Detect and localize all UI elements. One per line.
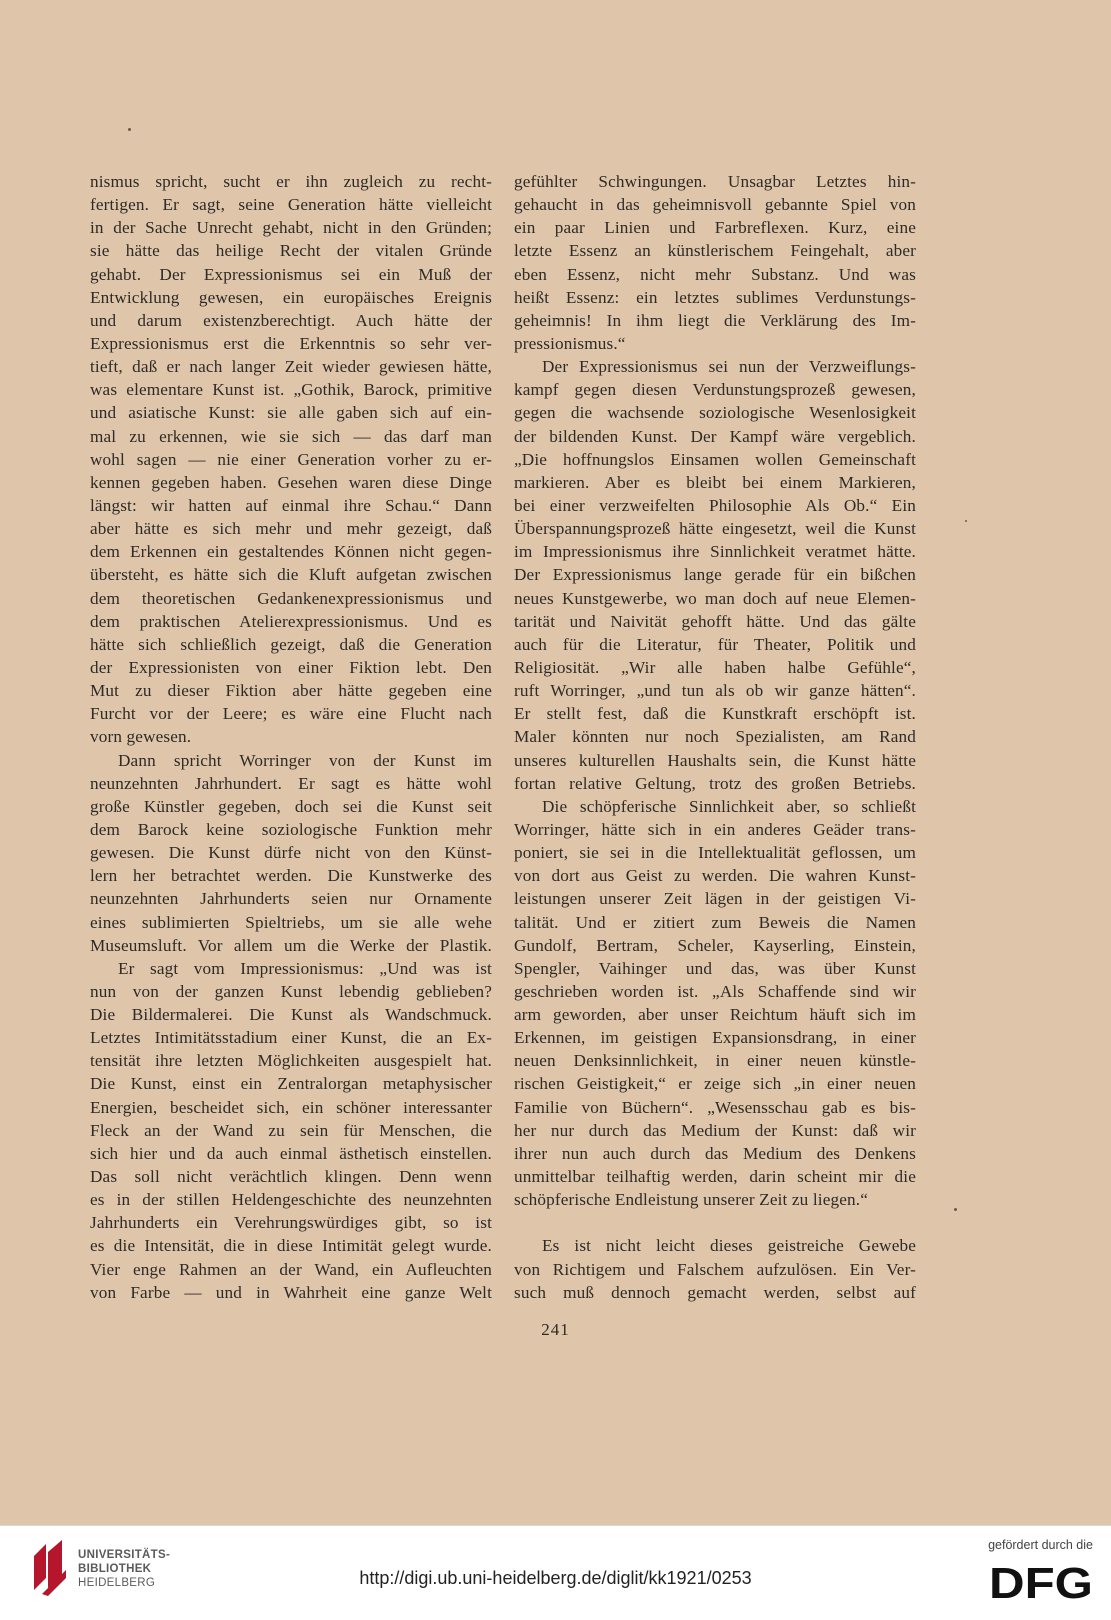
- right-column-text-line: unseres kulturellen Haushalts sein, die Kunst hätte: [514, 750, 916, 770]
- left-column-text-line: Expressionismus erst die Erkenntnis so sehr ver-: [90, 333, 492, 353]
- right-column-text-line: von Richtigem und Falschem aufzulösen. Ein Ver-: [514, 1259, 916, 1279]
- left-column-text-line: wohl sagen — nie einer Generation vorher zu er-: [90, 449, 492, 469]
- scan-speck: [954, 1208, 957, 1211]
- left-column-text-line: lern her betrachtet werden. Die Kunstwerke des: [90, 866, 492, 886]
- left-column-text-line: Jahrhunderts ein Verehrungswürdiges gibt, so ist: [90, 1213, 492, 1233]
- library-name-line: BIBLIOTHEK: [78, 1563, 152, 1575]
- right-column-text-line: ruft Worringer, „und tun als ob wir ganze hätten“.: [514, 681, 916, 701]
- left-column-text-line: nismus spricht, sucht er ihn zugleich zu recht-: [90, 172, 492, 191]
- left-column-text-line: es die Intensität, die in diese Intimität gelegt wurde.: [90, 1236, 492, 1256]
- left-column-text-line: mal zu erkennen, wie sie sich — das darf man: [90, 426, 492, 446]
- right-column-text-line: Gundolf, Bertram, Scheler, Kayserling, Einstein,: [514, 935, 916, 955]
- right-column-text-line: letzte Essenz an künstlerischem Feingehalt, aber: [514, 241, 916, 261]
- left-column-text-line: Furcht vor der Leere; es wäre eine Flucht nach: [90, 704, 492, 724]
- right-column-text-line: geheimnis! In ihm liegt die Verklärung des Im-: [514, 310, 916, 330]
- left-column-text-line: hätte sich schließlich gezeigt, daß die Generation: [90, 634, 492, 654]
- right-column-text-line: Der Expressionismus lange gerade für ein bißchen: [514, 565, 916, 585]
- left-column-text-line: Letztes Intimitätsstadium einer Kunst, die an Ex-: [90, 1028, 492, 1048]
- right-column-text-line: Spengler, Vaihinger und das, was über Kunst: [514, 958, 916, 978]
- right-column-text-line: gehaucht in das geheimnisvoll gebannte Spiel von: [514, 195, 916, 215]
- right-column-text-line: Religiosität. „Wir alle haben halbe Gefühle“,: [514, 657, 916, 677]
- right-column-text-line: leistungen unserer Zeit lägen in der geistigen Vi-: [514, 889, 916, 909]
- right-column-text-line: Er stellt fest, daß die Kunstkraft erschöpft ist.: [514, 704, 916, 724]
- left-column-text-line: Mut zu dieser Fiktion aber hätte gegeben eine: [90, 681, 492, 701]
- right-column-text-line: poniert, sie sei in die Intellektualität geflossen, um: [514, 843, 916, 863]
- right-column-text-line: arm geworden, aber unser Reichtum häuft sich im: [514, 1005, 916, 1025]
- right-column-text-line: markieren. Aber es bleibt bei einem Markieren,: [514, 472, 916, 492]
- right-column-text-line: rischen Geistigkeit,“ er zeige sich „in einer neuen: [514, 1074, 916, 1094]
- left-column-text-line: tensität ihre letzten Möglichkeiten ausgespielt hat.: [90, 1051, 492, 1071]
- right-column-text-line: ein paar Linien und Farbreflexen. Kurz, eine: [514, 218, 916, 238]
- left-column-text-line: Museumsluft. Vor allem um die Werke der Plastik.: [90, 935, 492, 955]
- right-column-text-line: Der Expressionismus sei nun der Verzweiflungs-: [542, 357, 916, 377]
- right-column-text-line: im Impressionismus ihre Sinnlichkeit veratmet hätte.: [514, 542, 916, 562]
- right-column-text-line: kampf gegen diesen Verdunstungsprozeß gewesen,: [514, 380, 916, 400]
- right-column-text-line: such muß dennoch gemacht werden, selbst auf: [514, 1282, 916, 1302]
- right-column-text-line: ihrer nun auch durch das Medium des Denkens: [514, 1143, 916, 1163]
- right-column-text-line: Maler könnten nur noch Spezialisten, am Rand: [514, 727, 916, 747]
- dfg-logo-text: DFG: [989, 1560, 1093, 1604]
- right-column-text-line: eben Essenz, nicht mehr Substanz. Und was: [514, 264, 916, 284]
- right-column-text-line: Überspannungsprozeß hätte eingesetzt, weil die Kunst: [514, 519, 916, 539]
- right-column-text-line: pressionismus.“: [514, 333, 626, 353]
- left-column-text-line: sie hätte das heilige Recht der vitalen Gründe: [90, 241, 492, 261]
- left-column-text-line: Vier enge Rahmen an der Wand, ein Aufleuchten: [90, 1259, 492, 1279]
- left-column-text-line: was elementare Kunst ist. „Gothik, Barock, primitive: [90, 380, 492, 400]
- left-column-text-line: Das soll nicht verächtlich klingen. Denn wenn: [90, 1167, 492, 1187]
- funded-by-label: gefördert durch die: [988, 1538, 1093, 1552]
- left-column-text-line: und darum existenzberechtigt. Auch hätte der: [90, 310, 492, 330]
- left-column-text-line: Die Bildermalerei. Die Kunst als Wandschmuck.: [90, 1005, 492, 1025]
- right-column-text-line: geschrieben worden ist. „Als Schaffende sind wir: [514, 981, 916, 1001]
- right-column-text-line: auch für die Literatur, für Theater, Politik und: [514, 634, 916, 654]
- right-column-text-line: unmittelbar teilhaftig werden, darin scheint mir die: [514, 1167, 916, 1187]
- left-column-text-line: fertigen. Er sagt, seine Generation hätte vielleicht: [90, 195, 492, 215]
- left-column-text-line: und asiatische Kunst: sie alle gaben sich auf ein-: [90, 403, 492, 423]
- left-column-text-line: in der Sache Unrecht gehabt, nicht in den Gründen;: [90, 218, 492, 238]
- library-name-line: UNIVERSITÄTS-: [78, 1549, 171, 1561]
- page-number: 241: [541, 1320, 570, 1339]
- permalink-url[interactable]: http://digi.ub.uni-heidelberg.de/diglit/kk1921/0253: [359, 1568, 752, 1588]
- left-column-text-line: tieft, daß er nach langer Zeit wieder gewiesen hätte,: [90, 357, 492, 377]
- left-column-text-line: vorn gewesen.: [90, 727, 192, 747]
- left-column-text-line: sich hier und da auch einmal ästhetisch einstellen.: [90, 1143, 492, 1163]
- left-column-text-line: es in der stillen Heldengeschichte des neunzehnten: [90, 1190, 492, 1210]
- left-column-text-line: kennen gegeben haben. Gesehen waren diese Dinge: [90, 472, 492, 492]
- left-column-text-line: übersteht, es hätte sich die Kluft aufgetan zwischen: [90, 565, 492, 585]
- left-column-text-line: aber hätte es sich mehr und mehr gezeigt, daß: [90, 519, 492, 539]
- left-column-text-line: dem Erkennen ein gestaltendes Können nicht gegen-: [90, 542, 492, 562]
- left-column-text-line: Entwicklung gewesen, ein europäisches Ereignis: [90, 287, 492, 307]
- left-column-text-line: der Expressionisten von einer Fiktion lebt. Den: [90, 657, 492, 677]
- left-column-text-line: nun von der ganzen Kunst lebendig geblieben?: [90, 981, 492, 1001]
- left-column-text-line: Dann spricht Worringer von der Kunst im: [118, 750, 492, 770]
- right-column-text-line: von dort aus Geist zu werden. Die wahren Kunst-: [514, 866, 916, 886]
- right-column-text-line: neuen Denksinnlichkeit, in einer neuen künstle-: [514, 1051, 916, 1071]
- left-column-text-line: gewesen. Die Kunst dürfe nicht von den Künst-: [90, 843, 492, 863]
- right-column-text-line: Worringer, hätte sich in ein anderes Geäder trans-: [514, 819, 916, 839]
- right-column-text-line: Es ist nicht leicht dieses geistreiche Gewebe: [542, 1236, 916, 1256]
- right-column-text-line: talität. Und er zitiert zum Beweis die Namen: [514, 912, 916, 932]
- left-text-column: [90, 170, 492, 1304]
- left-column-text-line: dem praktischen Atelierexpressionismus. Und es: [90, 611, 492, 631]
- left-column-text-line: längst: wir hatten auf einmal ihre Schau.“ Dann: [90, 495, 492, 515]
- right-column-text-line: neues Kunstgewerbe, wo man doch auf neue Elemen-: [514, 588, 916, 608]
- scan-speck: [965, 520, 967, 522]
- left-column-text-line: gehabt. Der Expressionismus sei ein Muß der: [90, 264, 492, 284]
- left-column-text-line: Er sagt vom Impressionismus: „Und was ist: [118, 958, 492, 978]
- left-column-text-line: Die Kunst, einst ein Zentralorgan metaphysischer: [90, 1074, 492, 1094]
- left-column-text-line: Energien, bescheidet sich, ein schöner interessanter: [90, 1097, 492, 1117]
- left-column-text-line: neunzehnten Jahrhundert. Er sagt es hätte wohl: [90, 773, 492, 793]
- right-column-text-line: heißt Essenz: ein letztes sublimes Verdunstungs-: [514, 287, 916, 307]
- right-column-text-line: Familie von Büchern“. „Wesensschau gab es bis-: [514, 1097, 916, 1117]
- left-column-text-line: Fleck an der Wand zu sein für Menschen, die: [90, 1120, 492, 1140]
- right-column-text-line: der bildenden Kunst. Der Kampf wäre vergeblich.: [514, 426, 916, 446]
- right-column-text-line: „Die hoffnungslos Einsamen wollen Gemeinschaft: [514, 449, 916, 469]
- right-column-text-line: schöpferische Endleistung unserer Zeit zu liegen.“: [514, 1190, 868, 1210]
- right-column-text-line: bei einer verzweifelten Philosophie Als Ob.“ Ein: [514, 495, 916, 515]
- right-text-column: [514, 170, 916, 1304]
- left-column-text-line: von Farbe — und in Wahrheit eine ganze Welt: [90, 1282, 492, 1302]
- left-column-text-line: große Künstler gegeben, doch sei die Kunst seit: [90, 796, 492, 816]
- viewer-footer: [0, 1525, 1111, 1620]
- left-column-text-line: dem theoretischen Gedankenexpressionismus und: [90, 588, 492, 608]
- left-column-text-line: neunzehnten Jahrhunderts seien nur Ornamente: [90, 889, 492, 909]
- left-column-text-line: dem Barock keine soziologische Funktion mehr: [90, 819, 492, 839]
- right-column-text-line: fortan relative Geltung, trotz des großen Betriebs.: [514, 773, 916, 793]
- right-column-text-line: Die schöpferische Sinnlichkeit aber, so schließt: [542, 796, 916, 816]
- right-column-text-line: Erkennen, im geistigen Expansionsdrang, in einer: [514, 1028, 916, 1048]
- right-column-text-line: gefühlter Schwingungen. Unsagbar Letztes hin-: [514, 172, 916, 191]
- scan-speck: [128, 128, 131, 131]
- paragraph-gap: [514, 1211, 916, 1234]
- dfg-logo: [989, 1560, 1095, 1604]
- right-column-text-line: gegen die wachsende soziologische Wesenlosigkeit: [514, 403, 916, 423]
- library-name-line: HEIDELBERG: [78, 1577, 156, 1589]
- left-column-text-line: eines sublimierten Spieltriebs, um sie alle wehe: [90, 912, 492, 932]
- right-column-text-line: tarität und Naivität gehofft hätte. Und das gälte: [514, 611, 916, 631]
- right-column-text-line: her nur durch das Medium der Kunst: daß wir: [514, 1120, 916, 1140]
